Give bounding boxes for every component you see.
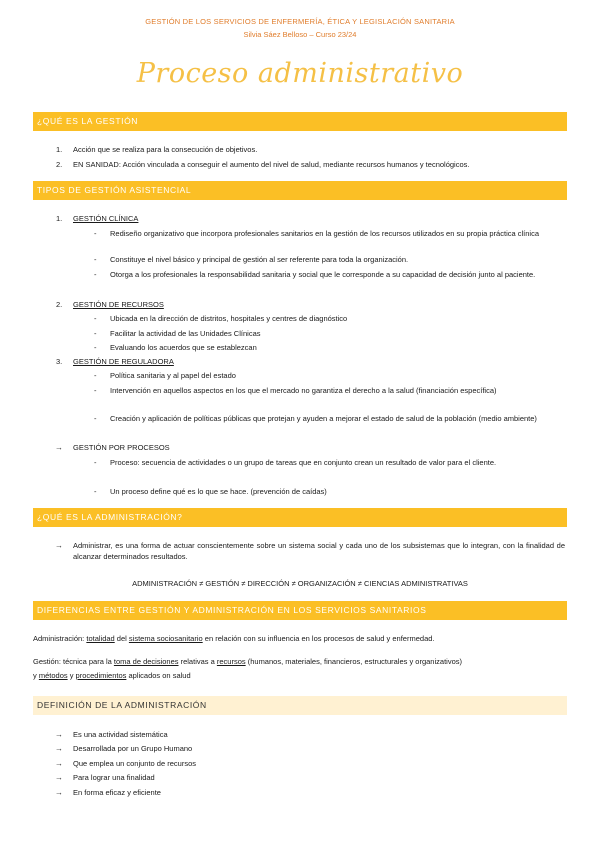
list-item: Constituye el nivel básico y principal de gestión al ser referente para toda la organización. [110, 255, 409, 264]
list-item: En forma eficaz y eficiente [73, 788, 161, 797]
list-item: Ubicada en la dirección de distritos, hospitales y centres de diagnóstico [110, 314, 348, 323]
course-header: GESTIÓN DE LOS SERVICIOS DE ENFERMERÍA, ÉTICA Y LEGISLACIÓN SANITARIA [145, 17, 455, 26]
list-item: Un proceso define qué es lo que se hace. (prevención de caídas) [110, 487, 327, 496]
bullet-dash: - [94, 458, 97, 467]
section-heading-definicion: DEFINICIÓN DE LA ADMINISTRACIÓN [33, 696, 567, 715]
section-heading-tipos: TIPOS DE GESTIÓN ASISTENCIAL [33, 181, 567, 200]
list-item: Desarrollada por un Grupo Humano [73, 744, 193, 753]
bullet-dash: - [94, 487, 97, 496]
underlined-term: toma de decisiones [113, 657, 179, 666]
text-span: del [114, 634, 129, 643]
list-item: Política sanitaria y al papel del estado [110, 371, 236, 380]
subheading-gestion-procesos: GESTIÓN POR PROCESOS [73, 443, 170, 452]
bullet-dash: - [94, 371, 97, 380]
list-item: Creación y aplicación de políticas públicas que protejan y ayuden a mejorar el estado de salud de la población (medio ambiente) [110, 414, 537, 423]
page-title: Proceso administrativo [136, 58, 464, 89]
subheading-gestion-recursos: GESTIÓN DE RECURSOS [73, 300, 164, 309]
list-item: Rediseño organizativo que incorpora profesionales sanitarios en la gestión de los recursos utilizados en su propia práctica clínica [110, 229, 539, 238]
section-heading-gestion: ¿QUÉ ES LA GESTIÓN [33, 112, 567, 131]
bullet-dash: - [94, 329, 97, 338]
list-item: Acción que se realiza para la consecución de objetivos. [73, 145, 258, 154]
text-span: Gestión: técnica para la [33, 657, 114, 666]
list-number: 2. [56, 300, 63, 309]
arrow-icon: → [55, 541, 63, 550]
list-item: Proceso: secuencia de actividades o un grupo de tareas que en conjunto crean un resultado de valor para el cliente. [110, 458, 497, 467]
list-number: 3. [56, 357, 63, 366]
subheading-gestion-clinica: GESTIÓN CLÍNICA [73, 214, 139, 223]
list-item: Facilitar la actividad de las Unidades Clínicas [110, 329, 261, 338]
list-item: Intervención en aquellos aspectos en los que el mercado no garantiza el derecho a la salud (financiación específica) [110, 386, 497, 395]
list-number: 1. [56, 145, 63, 154]
text-span: y [67, 671, 76, 680]
underlined-term: recursos [216, 657, 246, 666]
text-span: relativas a [178, 657, 217, 666]
author-line: Silvia Sáez Belloso – Curso 23/24 [243, 30, 357, 39]
text-span: en relación con su influencia en los procesos de salud y enfermedad. [202, 634, 435, 643]
bullet-dash: - [94, 343, 97, 352]
gestion-definition-line1 [33, 656, 462, 667]
text-span: y [33, 671, 39, 680]
text-span: (humanos, materiales, financieros, estructurales y organizativos) [245, 657, 462, 666]
list-number: 1. [56, 214, 63, 223]
underlined-term: totalidad [86, 634, 115, 643]
list-item: EN SANIDAD: Acción vinculada a conseguir el aumento del nivel de salud, mediante recursos humanos y tecnológicos. [73, 160, 470, 169]
bullet-dash: - [94, 314, 97, 323]
arrow-icon: → [55, 443, 63, 452]
bullet-dash: - [94, 414, 97, 423]
list-item: Evaluando los acuerdos que se establezcan [110, 343, 257, 352]
subheading-gestion-reguladora: GESTIÓN DE REGULADORA [73, 357, 174, 366]
list-item: Para lograr una finalidad [73, 773, 155, 782]
arrow-icon: → [55, 773, 63, 782]
bullet-dash: - [94, 270, 97, 279]
section-heading-diferencias: DIFERENCIAS ENTRE GESTIÓN Y ADMINISTRACIÓN EN LOS SERVICIOS SANITARIOS [33, 601, 567, 620]
arrow-icon: → [55, 744, 63, 753]
text-span: aplicados on salud [126, 671, 191, 680]
list-item: Que emplea un conjunto de recursos [73, 759, 196, 768]
underlined-term: procedimientos [75, 671, 127, 680]
inequality-line: ADMINISTRACIÓN ≠ GESTIÓN ≠ DIRECCIÓN ≠ ORGANIZACIÓN ≠ CIENCIAS ADMINISTRATIVAS [132, 579, 468, 588]
list-item: Es una actividad sistemática [73, 730, 168, 739]
text-span: Administración: [33, 634, 87, 643]
underlined-term: métodos [38, 671, 68, 680]
gestion-definition-line2 [33, 670, 191, 681]
bullet-dash: - [94, 229, 97, 238]
paragraph: Administrar, es una forma de actuar conscientemente sobre un sistema social y cada uno de los subsistemas que lo integran, con la finalidad de alcanzar determinados resultados. [73, 541, 565, 561]
bullet-dash: - [94, 386, 97, 395]
arrow-icon: → [55, 759, 63, 768]
admin-definition [33, 633, 435, 644]
list-number: 2. [56, 160, 63, 169]
arrow-icon: → [55, 730, 63, 739]
arrow-icon: → [55, 788, 63, 797]
underlined-term: sistema sociosanitario [128, 634, 203, 643]
list-item: Otorga a los profesionales la responsabilidad sanitaria y social que le corresponde a su capacidad de decisión junto al paciente. [110, 270, 536, 279]
bullet-dash: - [94, 255, 97, 264]
section-heading-administracion: ¿QUÉ ES LA ADMINISTRACIÓN? [33, 508, 567, 527]
